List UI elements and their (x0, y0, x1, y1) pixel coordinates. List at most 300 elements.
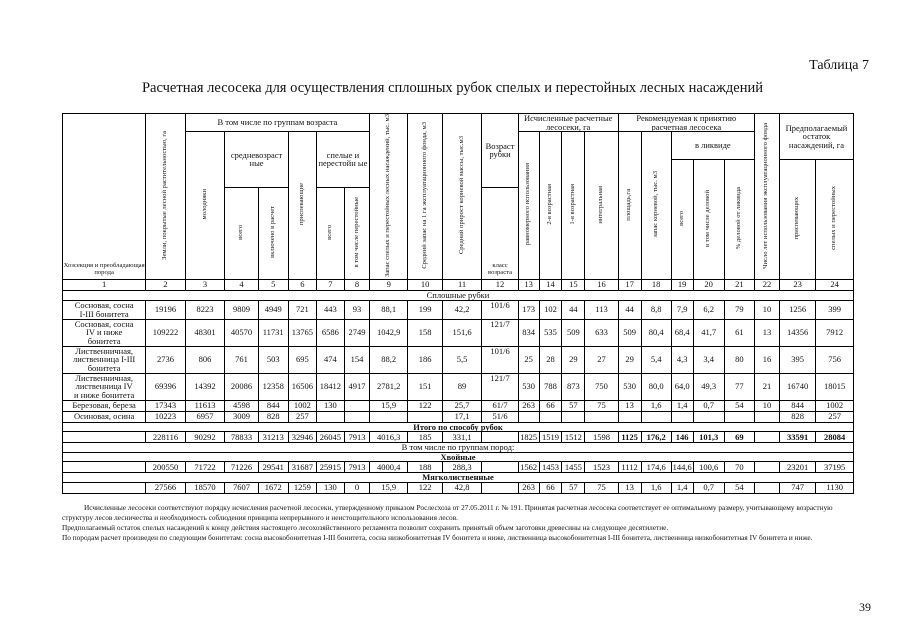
table-cell: 122 (408, 482, 442, 493)
table-cell: 71226 (225, 462, 258, 473)
table-cell: 873 (562, 373, 585, 400)
table-row (63, 300, 854, 319)
table-row (63, 373, 854, 400)
header-years: Число лет использования эксплуатационного фонда (762, 122, 770, 269)
section-softwood: Мягколиственные (63, 473, 854, 483)
header-liquid: в ликвиде (671, 132, 754, 160)
table-cell: 25915 (316, 462, 344, 473)
section-row (63, 452, 854, 462)
column-number: 7 (316, 279, 344, 290)
footnote-2: Предполагаемый остаток спелых насаждений к концу действия настоящего лесохозяйственного регламента позволит сохранить принятый объем заготовки древесины на следующее десятилетие. (62, 523, 669, 532)
table-cell: 113 (585, 300, 618, 319)
column-number: 3 (185, 279, 225, 290)
table-row (63, 400, 854, 411)
page-title: Расчетная лесосека для осуществления сплошных рубок спелых и перестойных лесных насаждений (141, 80, 764, 96)
column-number: 18 (641, 279, 671, 290)
table-cell (754, 482, 779, 493)
table-cell: 6586 (316, 319, 344, 346)
table-cell: 1130 (816, 482, 854, 493)
table-cell: 17343 (146, 400, 186, 411)
age-cell: 101/6 (482, 300, 518, 319)
table-cell: 200550 (146, 462, 186, 473)
age-cell: 61/7 (482, 400, 518, 411)
table-cell (316, 411, 344, 422)
row-name-line: Сосновая, сосна (74, 319, 134, 329)
table-cell: 1259 (288, 482, 316, 493)
table-cell: 395 (779, 346, 815, 373)
column-number: 8 (344, 279, 369, 290)
table-cell: 57 (562, 482, 585, 493)
table-cell: 29 (618, 346, 641, 373)
table-cell: 10 (754, 300, 779, 319)
table-cell: 8223 (185, 300, 225, 319)
table-cell: 844 (258, 400, 288, 411)
table-cell: 7913 (344, 432, 369, 443)
table-cell: 257 (816, 411, 854, 422)
table-cell: 443 (316, 300, 344, 319)
table-cell: 40570 (225, 319, 258, 346)
header-pct-business: % деловой от ликвида (734, 187, 742, 250)
table-cell (539, 411, 562, 422)
table-cell: 399 (816, 300, 854, 319)
table-cell: 6,2 (693, 300, 724, 319)
table-cell: 10 (754, 400, 779, 411)
table-cell: 12358 (258, 373, 288, 400)
row-name (63, 432, 146, 443)
table-cell: 21 (754, 373, 779, 400)
table-cell: 16 (754, 346, 779, 373)
table-cell: 13 (618, 482, 641, 493)
table-cell: 14356 (779, 319, 815, 346)
table-cell: 25 (518, 346, 539, 373)
table-cell: 173 (518, 300, 539, 319)
table-cell: 257 (288, 411, 316, 422)
table-cell: 806 (185, 346, 225, 373)
table-cell: 1455 (562, 462, 585, 473)
row-name (63, 462, 146, 473)
table-cell: 7607 (225, 482, 258, 493)
table-row (63, 411, 854, 422)
table-cell (724, 411, 754, 422)
table-cell: 57 (562, 400, 585, 411)
table-cell: 78833 (225, 432, 258, 443)
table-cell: 4016,3 (369, 432, 408, 443)
table-cell: 18412 (316, 373, 344, 400)
table-cell: 42,2 (442, 300, 482, 319)
column-number: 13 (518, 279, 539, 290)
table-cell: 49,3 (693, 373, 724, 400)
table-cell: 23201 (779, 462, 815, 473)
table-body (63, 290, 854, 493)
table-cell: 89 (442, 373, 482, 400)
table-cell: 1002 (816, 400, 854, 411)
table-cell: 93 (344, 300, 369, 319)
table-cell: 146 (671, 432, 693, 443)
table-cell: 61 (724, 319, 754, 346)
table-cell: 1256 (779, 300, 815, 319)
table-cell: 721 (288, 300, 316, 319)
header-age-class: класс возраста (488, 262, 513, 276)
row-name (63, 373, 146, 400)
table-cell: 69396 (146, 373, 186, 400)
table-cell: 15,9 (369, 482, 408, 493)
table-cell: 633 (585, 319, 618, 346)
header-maturing: приспевающие (297, 183, 305, 226)
table-cell: 26045 (316, 432, 344, 443)
table-cell: 48301 (185, 319, 225, 346)
header-middle-incl: включено в расчет (268, 206, 276, 259)
table-cell: 18015 (816, 373, 854, 400)
table-cell: 1002 (288, 400, 316, 411)
table-cell: 80,0 (641, 373, 671, 400)
table-cell (585, 411, 618, 422)
table-cell: 3009 (225, 411, 258, 422)
table-cell (518, 411, 539, 422)
header-age2: 2-я возрастная (546, 184, 554, 225)
table-cell: 7913 (344, 462, 369, 473)
table-cell: 747 (779, 482, 815, 493)
header-age1: 1-я возрастная (568, 184, 576, 225)
table-cell: 32946 (288, 432, 316, 443)
table-cell: 331,1 (442, 432, 482, 443)
table-cell: 1825 (520, 431, 538, 442)
row-name-line: Лиственничная, (75, 373, 134, 383)
table-cell: 44 (618, 300, 641, 319)
header-left-mature: спелых и перестойных (830, 186, 838, 251)
column-number: 2 (146, 279, 186, 290)
header-liquid-all: всего (677, 210, 685, 226)
table-cell: 503 (258, 346, 288, 373)
row-name-line: Березовая, береза (72, 400, 136, 411)
table-cell: 25,7 (442, 400, 482, 411)
allowable-cut-table (62, 113, 854, 494)
row-name-line: Осиновая, осина (74, 411, 135, 422)
table-cell: 77 (724, 373, 754, 400)
table-cell: 75 (585, 482, 618, 493)
row-name-line: Сосновая, сосна (74, 300, 134, 311)
table-row (63, 346, 854, 373)
column-number: 5 (258, 279, 288, 290)
table-cell: 151 (408, 373, 442, 400)
table-cell: 27 (585, 346, 618, 373)
section-total: Итого по способу рубок (63, 422, 854, 432)
table-cell (408, 411, 442, 422)
table-cell: 11731 (258, 319, 288, 346)
table-cell: 5,5 (442, 346, 482, 373)
table-cell: 188 (408, 462, 442, 473)
section-by-groups: В том числе по группам пород: (63, 443, 854, 453)
header-young: молодняки (200, 189, 208, 220)
row-name-line: бонитета (87, 335, 121, 346)
table-cell: 6957 (185, 411, 225, 422)
column-number: 11 (442, 279, 482, 290)
table-cell: 4,3 (671, 346, 693, 373)
section-row (63, 443, 854, 453)
table-header (63, 114, 854, 291)
table-cell: 1512 (562, 432, 585, 443)
header-mature: спелые и перестойн ые (316, 132, 369, 188)
table-cell (693, 411, 724, 422)
table-cell: 20086 (225, 373, 258, 400)
table-cell: 185 (408, 432, 442, 443)
table-cell: 530 (518, 373, 539, 400)
table-cell: 54 (724, 400, 754, 411)
table-cell: 1523 (585, 462, 618, 473)
age-cell: 101/6 (482, 346, 518, 373)
header-overmature: в том числе перестойные (352, 197, 360, 268)
table-cell: 80,4 (641, 319, 671, 346)
table-cell: 509 (618, 319, 641, 346)
table-cell: 11613 (185, 400, 225, 411)
table-cell: 1,4 (671, 400, 693, 411)
section-clearcut: Сплошные рубки (63, 290, 854, 300)
table-cell: 7912 (816, 319, 854, 346)
header-age-groups: В том числе по группам возраста (185, 114, 369, 132)
column-number: 6 (288, 279, 316, 290)
footnote-3: По породам расчет произведен по следующим бонитетам: сосна высокобонитетная I-III бонитета, сосна низкобонитетная IV бонитета и ниже, лиственница высокобонитетная I-III бонитета, лиственница низкобонитетная IV бонитета и ниже. (62, 533, 813, 542)
header-uniform: равномерного использования (524, 163, 532, 246)
table-cell: 828 (779, 411, 815, 422)
header-farm: Хозсекция и преобладающая порода (63, 262, 145, 276)
table-cell: 70 (724, 462, 754, 473)
table-cell: 844 (779, 400, 815, 411)
softwood-row (63, 482, 854, 493)
table-cell: 33591 (779, 432, 815, 443)
table-cell: 158 (408, 319, 442, 346)
age-cell: 121/7 (482, 319, 518, 346)
table-cell: 8,8 (641, 300, 671, 319)
footnotes (62, 503, 857, 543)
row-name (63, 411, 146, 422)
column-number: 14 (539, 279, 562, 290)
table-cell (482, 432, 518, 443)
row-name (63, 319, 146, 346)
header-middle-all: всего (237, 224, 244, 240)
table-cell: 1125 (618, 432, 641, 443)
table-cell: 1598 (585, 432, 618, 443)
column-number: 17 (618, 279, 641, 290)
table-cell: 695 (288, 346, 316, 373)
table-cell: 14392 (185, 373, 225, 400)
table-cell: 28084 (816, 432, 854, 443)
table-cell: 535 (539, 319, 562, 346)
table-cell: 4598 (225, 400, 258, 411)
table-cell: 66 (539, 482, 562, 493)
table-cell (618, 411, 641, 422)
section-conifer: Хвойные (63, 452, 854, 462)
conifer-row (63, 462, 854, 473)
table-cell (754, 432, 779, 443)
page-number: 39 (859, 600, 871, 614)
row-name-line: Лиственничная, (75, 346, 134, 356)
table-cell: 1,4 (671, 482, 693, 493)
table-cell: 154 (344, 346, 369, 373)
age-cell: 121/7 (482, 373, 518, 400)
table-cell: 474 (316, 346, 344, 373)
table-cell: 69 (724, 432, 754, 443)
table-cell: 1042,9 (369, 319, 408, 346)
table-cell: 4917 (344, 373, 369, 400)
header-avg-stock: Средний запас на 1 га эксплуатационного фонда, м3 (420, 122, 428, 269)
table-cell: 29541 (258, 462, 288, 473)
table-cell: 4949 (258, 300, 288, 319)
table-cell: 263 (518, 400, 539, 411)
table-cell: 18570 (185, 482, 225, 493)
table-cell: 750 (585, 373, 618, 400)
table-cell: 0,7 (693, 482, 724, 493)
age-cell: 51/6 (482, 411, 518, 422)
table-cell: 509 (562, 319, 585, 346)
table-cell: 41,7 (693, 319, 724, 346)
table-cell: 4000,4 (369, 462, 408, 473)
table-cell: 100,6 (693, 462, 724, 473)
table-cell: 530 (618, 373, 641, 400)
table-cell: 75 (585, 400, 618, 411)
table-cell: 1,6 (641, 400, 671, 411)
table-cell: 88,2 (369, 346, 408, 373)
table-cell: 288,3 (442, 462, 482, 473)
table-cell: 1672 (258, 482, 288, 493)
table-cell: 68,4 (671, 319, 693, 346)
section-row (63, 473, 854, 483)
table-cell: 28 (539, 346, 562, 373)
table-cell (344, 400, 369, 411)
header-area: площадь,га (625, 188, 633, 221)
table-cell: 79 (724, 300, 754, 319)
table-cell: 2781,2 (369, 373, 408, 400)
row-name (63, 346, 146, 373)
header-calc-cut: Исчисленные расчетные лесосеки, га (518, 114, 618, 132)
table-cell: 228116 (146, 432, 186, 443)
column-number: 12 (482, 279, 518, 290)
column-number: 24 (816, 279, 854, 290)
table-cell: 88,1 (369, 300, 408, 319)
table-cell (369, 411, 408, 422)
table-cell: 54 (724, 482, 754, 493)
header-leftover: Предполагаемый остаток насаждений, га (779, 114, 853, 160)
table-cell: 44 (562, 300, 585, 319)
table-cell: 130 (316, 400, 344, 411)
table-cell: 64,0 (671, 373, 693, 400)
table-cell: 29 (562, 346, 585, 373)
table-cell (482, 482, 518, 493)
table-cell: 122 (408, 400, 442, 411)
table-cell: 756 (816, 346, 854, 373)
column-number: 4 (225, 279, 258, 290)
table-cell: 37195 (816, 462, 854, 473)
table-number: Таблица 7 (809, 58, 869, 73)
table-cell: 3,4 (693, 346, 724, 373)
table-cell (671, 411, 693, 422)
table-cell (344, 411, 369, 422)
table-cell: 13765 (288, 319, 316, 346)
table-cell: 834 (518, 319, 539, 346)
column-number: 22 (754, 279, 779, 290)
table-cell: 788 (539, 373, 562, 400)
table-cell: 151,6 (442, 319, 482, 346)
table-cell: 101,3 (693, 432, 724, 443)
row-name-line: IV и ниже (86, 327, 123, 338)
table-cell: 144,6 (672, 461, 692, 472)
header-avg-growth: Средний прирост корневой массы, тыс.м3 (457, 136, 465, 255)
table-cell: 1562 (520, 461, 538, 472)
header-recommended-cut: Рекомендуемая к принятию расчетная лесосека (618, 114, 754, 132)
table-cell: 1519 (539, 432, 562, 443)
header-integral: интегральная (597, 185, 605, 224)
column-number: 19 (671, 279, 693, 290)
table-cell: 27566 (146, 482, 186, 493)
table-cell: 174,6 (641, 462, 671, 473)
row-name (63, 482, 146, 493)
row-name-line: лиственница IV (75, 381, 133, 392)
table-cell: 176,2 (641, 432, 671, 443)
row-name-line: и ниже бонитета (74, 389, 135, 400)
header-stock: Запас спелых и перестойных лесных насаждений, тыс. м3 (384, 114, 392, 278)
table-cell: 130 (316, 482, 344, 493)
table-cell: 0 (344, 482, 369, 493)
header-forest-area: Земли, покрытые лесной растительностью, га (161, 131, 169, 260)
table-cell: 7,9 (671, 300, 693, 319)
header-left-maturing: приспевающих (793, 197, 801, 240)
table-cell: 109222 (146, 319, 186, 346)
table-cell: 102 (539, 300, 562, 319)
table-cell: 761 (225, 346, 258, 373)
table-cell: 199 (408, 300, 442, 319)
table-cell: 1112 (618, 462, 641, 473)
table-cell: 90292 (185, 432, 225, 443)
table-cell: 0,7 (693, 400, 724, 411)
table-cell: 10223 (146, 411, 186, 422)
table-cell: 16740 (779, 373, 815, 400)
table-cell: 263 (518, 482, 539, 493)
table-cell: 5,4 (641, 346, 671, 373)
footnote-1: Исчисленные лесосеки соответствуют порядку исчисления расчетной лесосеки, утвержденному приказом Рослесхоза от 27.05.2011 г. № 191. Принятая расчетная лесосека соответствует ее оптимальному размеру, учитывающему возрастную структуру лесов лесничества и необходимость соблюдения принципа непрерывного и неистощительного использования лесов. (62, 503, 833, 522)
table-cell (754, 411, 779, 422)
column-number: 15 (562, 279, 585, 290)
table-cell: 13 (754, 319, 779, 346)
header-business: в том числе деловой (704, 189, 712, 247)
table-cell: 2749 (344, 319, 369, 346)
column-number: 23 (779, 279, 815, 290)
table-cell: 71722 (185, 462, 225, 473)
column-numbers (63, 279, 854, 290)
table-cell: 19196 (146, 300, 186, 319)
table-cell: 31213 (258, 432, 288, 443)
column-number: 16 (585, 279, 618, 290)
table-cell: 1,6 (641, 482, 671, 493)
row-name-line: I-III бонитета (79, 308, 129, 319)
table-cell (641, 411, 671, 422)
table-cell: 66 (539, 400, 562, 411)
row-name-line: лиственница I-III (72, 354, 136, 365)
table-cell: 42,8 (442, 482, 482, 493)
column-number: 10 (408, 279, 442, 290)
total-row (63, 432, 854, 443)
table-cell (482, 462, 518, 473)
table-cell: 31687 (288, 462, 316, 473)
table-row (63, 319, 854, 346)
table-cell: 13 (618, 400, 641, 411)
table-cell: 16506 (288, 373, 316, 400)
row-name (63, 400, 146, 411)
column-number: 20 (693, 279, 724, 290)
table-cell (754, 462, 779, 473)
table-cell: 15,9 (369, 400, 408, 411)
section-row (63, 422, 854, 432)
row-name-line: бонитета (87, 362, 121, 373)
header-cut-age: Возраст рубки (482, 114, 518, 188)
table-cell: 2736 (146, 346, 186, 373)
